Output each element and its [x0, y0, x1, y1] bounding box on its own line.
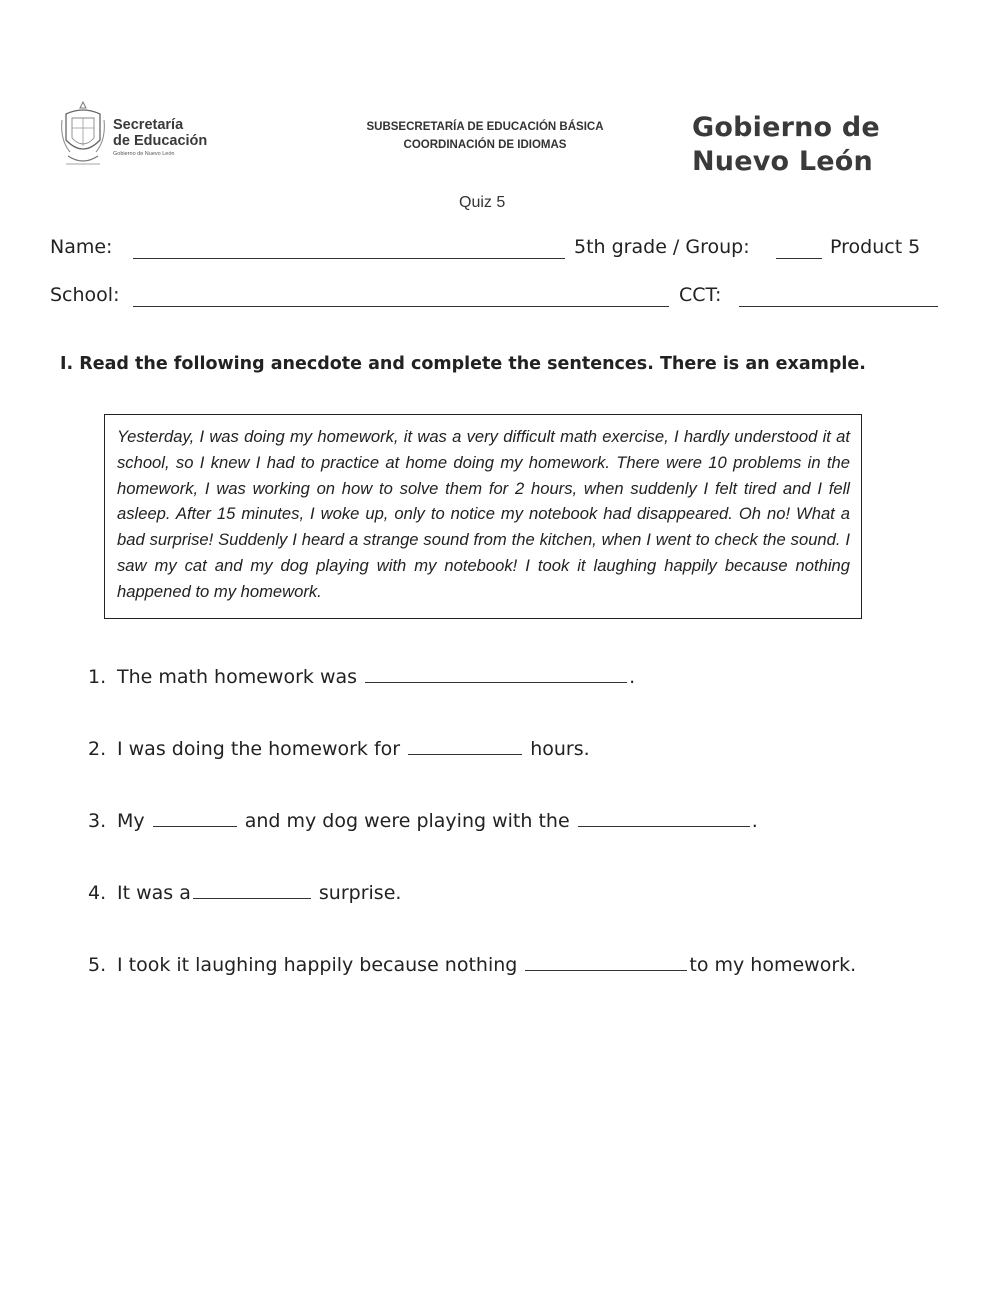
question-4 [88, 882, 401, 904]
question-number: 1. [88, 666, 107, 688]
name-label: Name: [50, 236, 113, 258]
question-text-end: hours. [530, 738, 590, 760]
anecdote-text: Yesterday, I was doing my homework, it was a very difficult math exercise, I hardly understood it at school, so I knew I had to practice at home doing my homework. There were 10 problems in the homework, I was working on how to solve them for 2 hours, when suddenly I felt tired and I fell asleep. After 15 minutes, I woke up, only to notice my notebook had disappeared. Oh no! What a bad surprise! Suddenly I heard a strange sound from the kitchen, when I went to check the sound. I saw my cat and my dog playing with my notebook! I took it laughing happily because nothing happened to my homework. [117, 427, 850, 601]
instruction-heading: I. Read the following anecdote and complete the sentences. There is an example. [60, 354, 866, 374]
coat-of-arms-icon [60, 100, 106, 172]
answer-blank[interactable] [408, 739, 522, 755]
answer-blank[interactable] [525, 955, 687, 971]
question-text: My [117, 810, 145, 832]
question-2 [88, 738, 590, 760]
answer-blank[interactable] [153, 811, 237, 827]
question-text-end: . [629, 666, 636, 688]
question-5 [88, 954, 856, 976]
anecdote-box [104, 414, 862, 619]
answer-blank[interactable] [193, 883, 311, 899]
question-3 [88, 810, 758, 832]
secretaria-title [113, 117, 207, 149]
question-number: 2. [88, 738, 107, 760]
question-text: I took it laughing happily because nothing [117, 954, 518, 976]
cct-field[interactable] [739, 306, 938, 307]
question-text: The math homework was [117, 666, 358, 688]
question-number: 5. [88, 954, 107, 976]
answer-blank[interactable] [578, 811, 750, 827]
secretaria-subtitle: Gobierno de Nuevo León [113, 151, 175, 157]
question-number: 3. [88, 810, 107, 832]
secretaria-title-line1: Secretaría [113, 117, 184, 133]
school-label: School: [50, 284, 120, 306]
quiz-title: Quiz 5 [459, 194, 506, 211]
school-field[interactable] [133, 306, 669, 307]
question-text: It was a [117, 882, 191, 904]
name-field[interactable] [133, 258, 565, 259]
gobierno-line2: Nuevo León [692, 146, 873, 177]
question-text-end: surprise. [318, 882, 402, 904]
question-number: 4. [88, 882, 107, 904]
question-1 [88, 666, 635, 688]
question-text-end: . [751, 810, 758, 832]
cct-label: CCT: [679, 284, 722, 306]
gobierno-line1: Gobierno de [692, 112, 880, 143]
answer-blank[interactable] [365, 667, 627, 683]
product-label: Product 5 [830, 236, 921, 258]
question-text-end: to my homework. [689, 954, 857, 976]
coordinacion-heading: COORDINACIÓN DE IDIOMAS [403, 139, 567, 151]
subsecretaria-heading: SUBSECRETARÍA DE EDUCACIÓN BÁSICA [366, 121, 604, 133]
group-field[interactable] [776, 258, 822, 259]
secretaria-title-line2: de Educación [113, 133, 208, 149]
question-text: I was doing the homework for [117, 738, 401, 760]
question-text-middle: and my dog were playing with the [244, 810, 570, 832]
grade-group-label: 5th grade / Group: [574, 236, 750, 258]
gobierno-logo-text [692, 111, 880, 179]
